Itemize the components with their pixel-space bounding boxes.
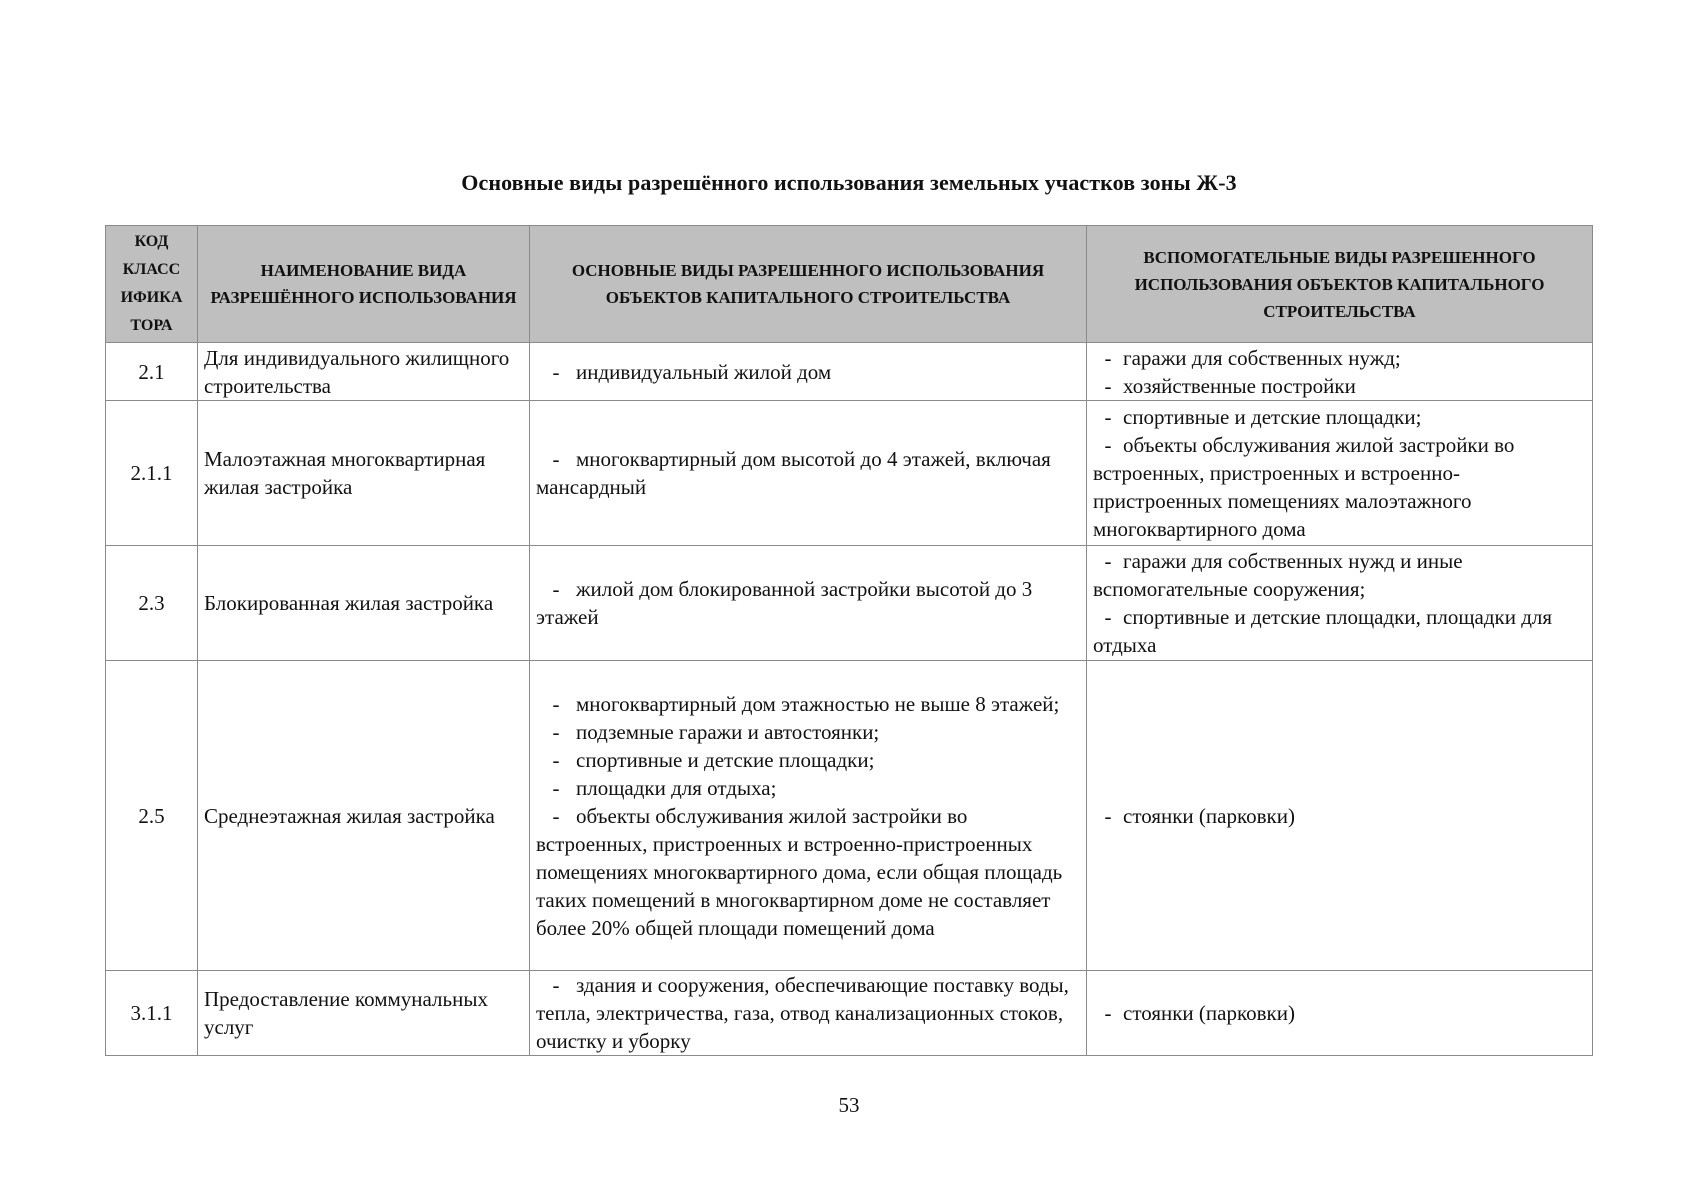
list-item [536,445,1082,501]
list-item [536,746,1082,774]
row-code: 2.3 [106,546,198,661]
header-code-line: ТОРА [130,317,173,334]
bullet-dash: - [1104,605,1112,629]
row-aux-uses [1087,546,1593,661]
row-name: Для индивидуального жилищного строительства [198,343,530,401]
bullet-dash: - [1104,405,1112,429]
list-item-text: индивидуальный жилой дом [576,359,832,384]
list-item [536,575,1082,631]
bullet-dash: - [552,775,560,800]
list-item-text: многоквартирный дом этажностью не выше 8 этажей; [576,691,1060,716]
list-item [536,358,1082,386]
list-item-text: объекты обслуживания жилой застройки во встроенных, пристроенных и встроенно-пристроенных помещениях малоэтажного многоквартирного дома [1093,433,1515,541]
bullet-dash: - [552,719,560,744]
row-main-uses [530,661,1087,971]
list-item-text: площадки для отдыха; [576,775,777,800]
list-item-text: подземные гаражи и автостоянки; [576,719,880,744]
header-main-uses: ОСНОВНЫЕ ВИДЫ РАЗРЕШЕННОГО ИСПОЛЬЗОВАНИЯ ОБЪЕКТОВ КАПИТАЛЬНОГО СТРОИТЕЛЬСТВА [530,226,1087,343]
table-row [106,546,1593,661]
list-item [536,802,1082,942]
table-row [106,401,1593,546]
list-item-text: стоянки (парковки) [1123,803,1295,828]
table-row [106,661,1593,971]
list-item-text: стоянки (парковки) [1123,1001,1295,1025]
header-code-line: КОД [134,233,169,250]
row-name: Предоставление коммунальных услуг [198,971,530,1056]
list-item-text: здания и сооружения, обеспечивающие поставку воды, тепла, электричества, газа, отвод канализационных стоков, очистку и уборку [536,973,1069,1053]
header-code-line: КЛАСС [122,261,181,278]
list-item-text: гаражи для собственных нужд и иные вспомогательные сооружения; [1093,549,1463,601]
bullet-dash: - [552,691,560,716]
bullet-dash: - [552,973,560,997]
list-item-text: хозяйственные постройки [1123,373,1356,398]
bullet-dash: - [552,577,560,601]
list-item [536,690,1082,718]
bullet-dash: - [1104,803,1112,828]
list-item [1093,547,1588,603]
row-name: Блокированная жилая застройка [198,546,530,661]
list-item [1093,603,1588,659]
row-name: Малоэтажная многоквартирная жилая застройка [198,401,530,546]
header-aux-uses: ВСПОМОГАТЕЛЬНЫЕ ВИДЫ РАЗРЕШЕННОГО ИСПОЛЬЗОВАНИЯ ОБЪЕКТОВ КАПИТАЛЬНОГО СТРОИТЕЛЬСТВА [1087,226,1593,343]
row-main-uses [530,546,1087,661]
row-code: 3.1.1 [106,971,198,1056]
table-row [106,343,1593,401]
list-item [536,971,1082,1055]
bullet-dash: - [1104,549,1112,573]
list-item-text: гаражи для собственных нужд; [1123,345,1401,370]
row-name: Среднеэтажная жилая застройка [198,661,530,971]
row-code: 2.1.1 [106,401,198,546]
row-main-uses [530,401,1087,546]
bullet-dash: - [1104,433,1112,457]
row-code: 2.5 [106,661,198,971]
list-item [1093,344,1588,372]
bullet-dash: - [552,803,560,828]
list-item-text: жилой дом блокированной застройки высотой до 3 этажей [536,577,1033,629]
list-item-text: объекты обслуживания жилой застройки во встроенных, пристроенных и встроенно-пристроенных помещениях многоквартирного дома, если общая площадь таких помещений в многоквартирном доме не составляет более 20% общей площади помещений дома [536,803,1063,940]
list-item [536,774,1082,802]
list-item [1093,999,1588,1027]
bullet-dash: - [552,747,560,772]
list-item [1093,372,1588,400]
bullet-dash: - [552,359,560,384]
page-number: 53 [838,1093,860,1117]
list-item [1093,431,1588,543]
list-item [1093,802,1588,830]
list-item-text: спортивные и детские площадки, площадки для отдыха [1093,605,1553,657]
table-header-row [106,226,1593,343]
row-aux-uses [1087,401,1593,546]
list-item-text: спортивные и детские площадки; [576,747,875,772]
bullet-dash: - [552,447,560,471]
header-name: НАИМЕНОВАНИЕ ВИДА РАЗРЕШЁННОГО ИСПОЛЬЗОВАНИЯ [198,226,530,343]
row-aux-uses [1087,343,1593,401]
row-aux-uses [1087,661,1593,971]
bullet-dash: - [1104,345,1112,370]
row-main-uses [530,343,1087,401]
bullet-dash: - [1104,1001,1112,1025]
list-item-text: многоквартирный дом высотой до 4 этажей, включая мансардный [536,447,1051,499]
page-title: Основные виды разрешённого использования земельных участков зоны Ж-3 [461,170,1237,195]
row-aux-uses [1087,971,1593,1056]
bullet-dash: - [1104,373,1112,398]
row-main-uses [530,971,1087,1056]
header-code [106,226,198,343]
list-item [536,718,1082,746]
header-code-line: ИФИКА [120,289,183,306]
list-item-text: спортивные и детские площадки; [1123,405,1422,429]
row-code: 2.1 [106,343,198,401]
zoning-table [105,225,1593,1056]
list-item [1093,403,1588,431]
table-row [106,971,1593,1056]
